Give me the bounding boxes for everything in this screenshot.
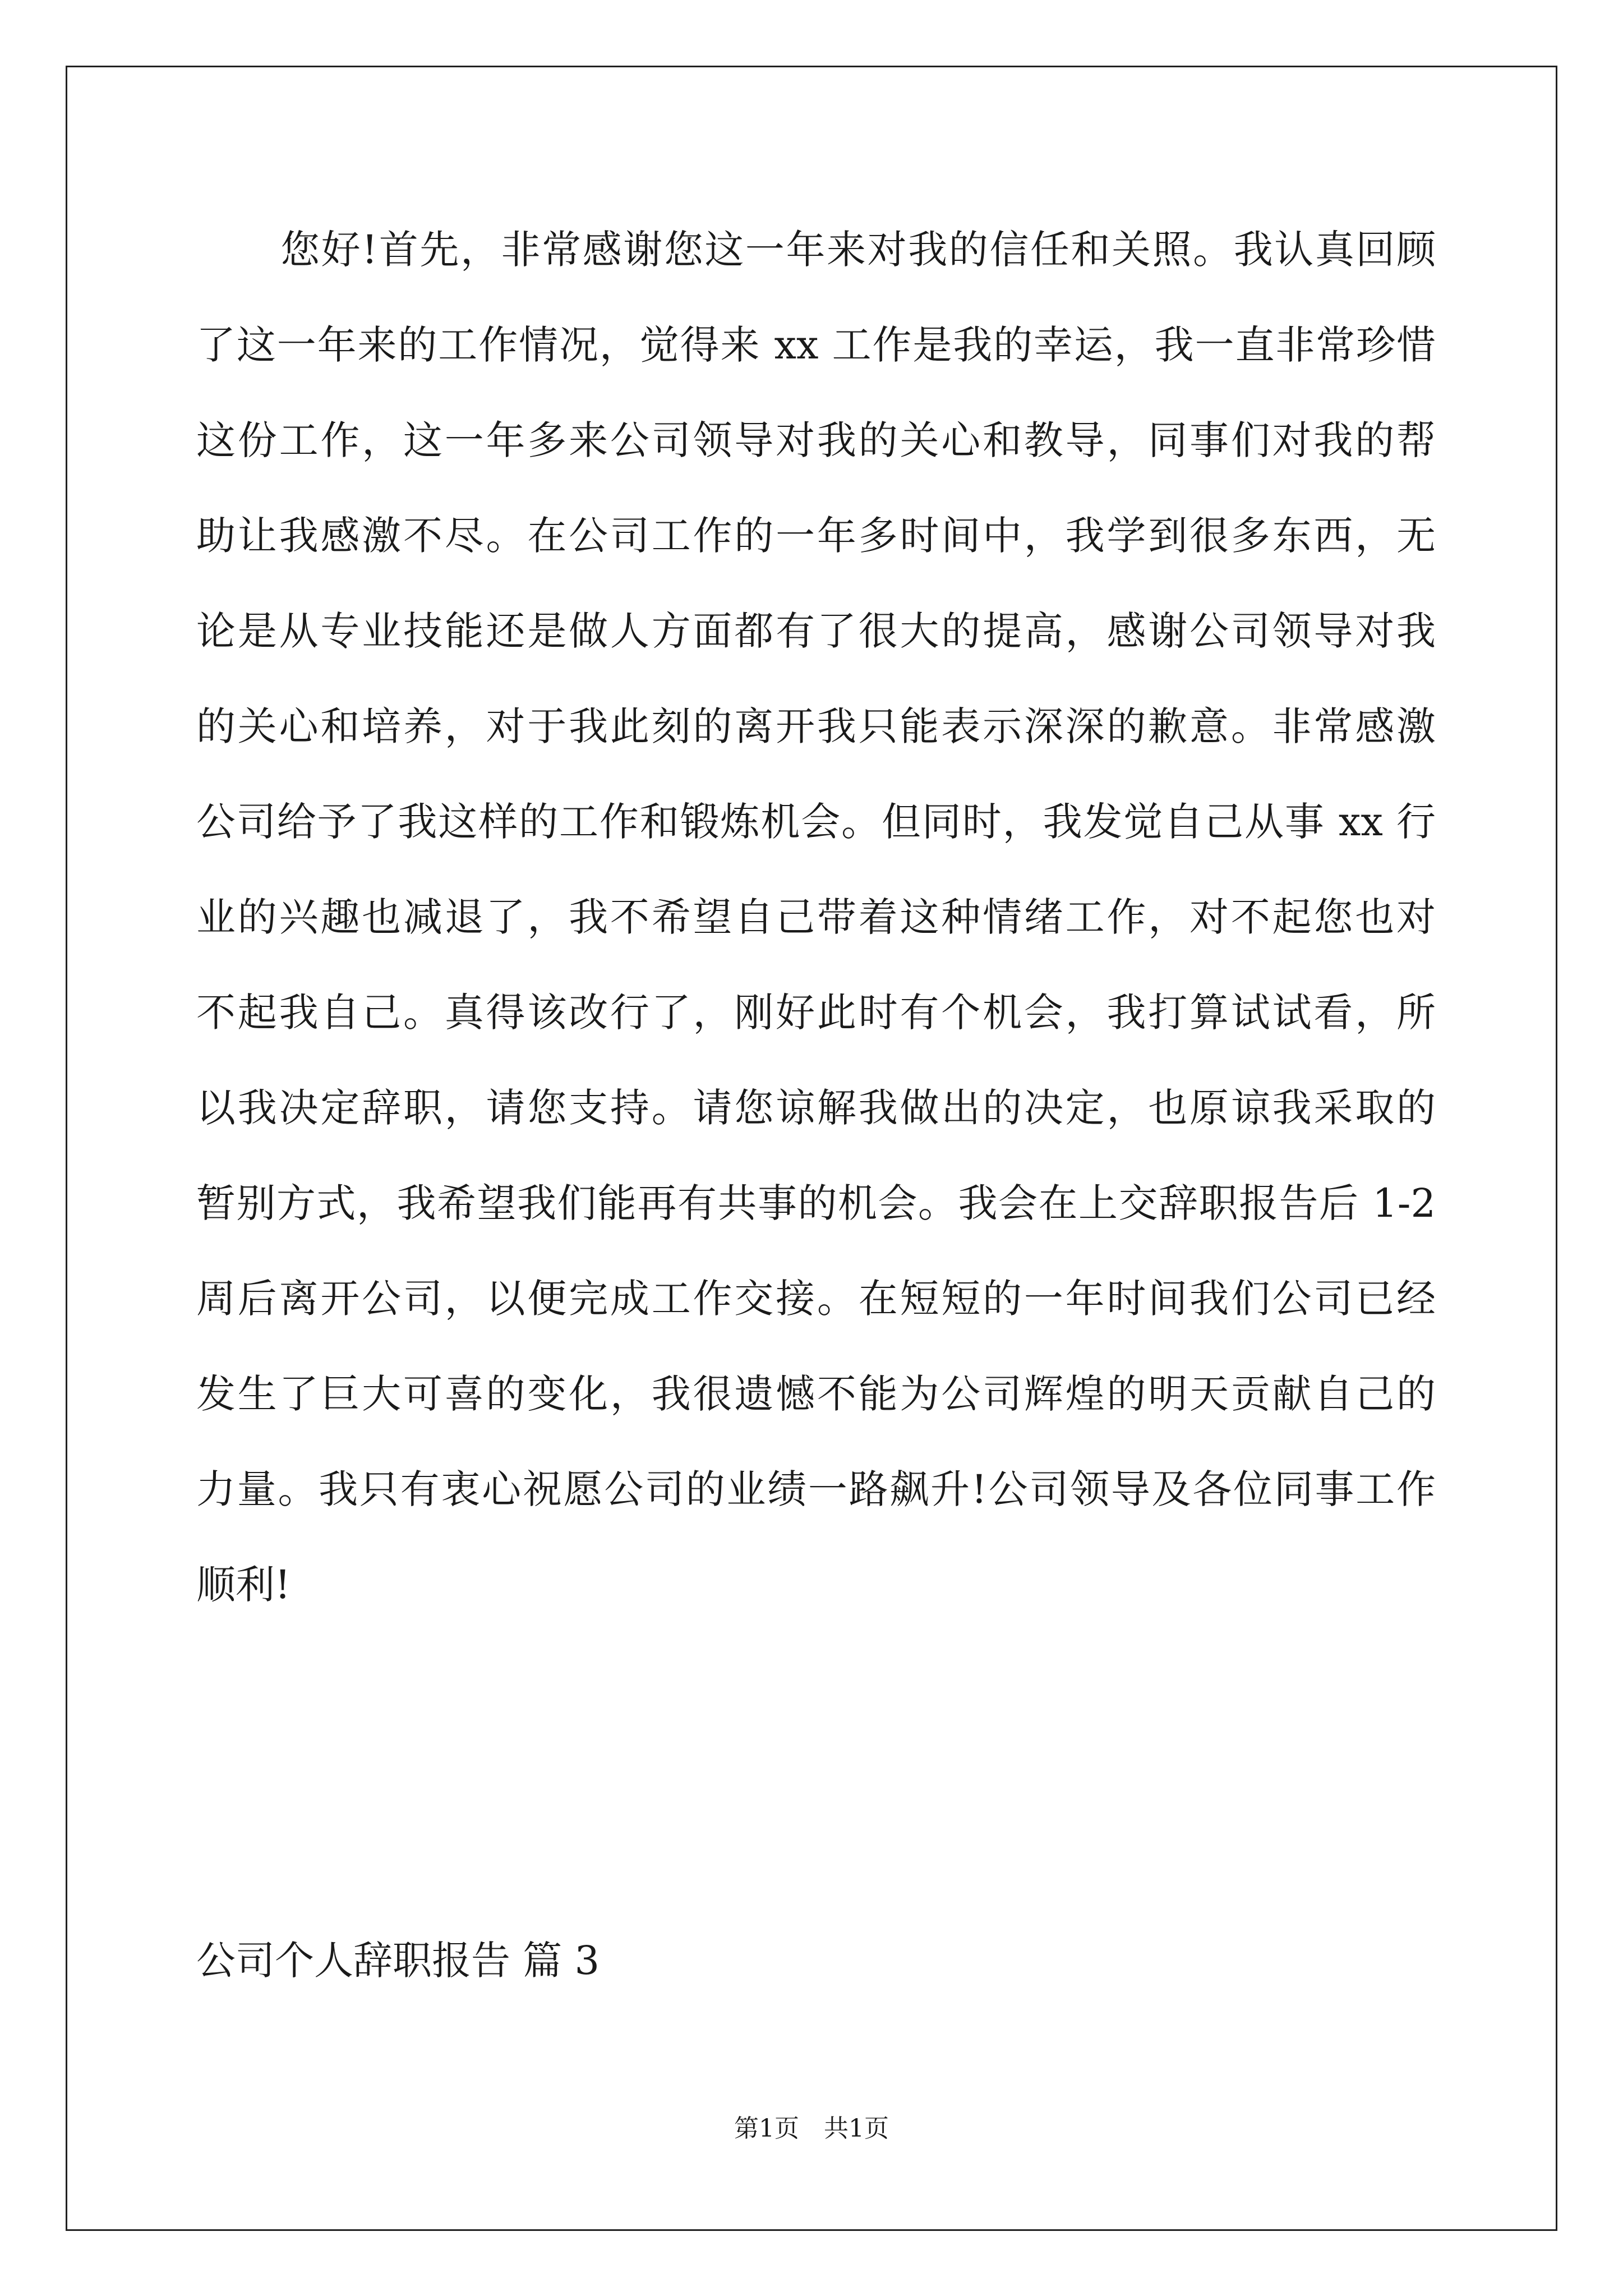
body-line: 助让我感激不尽。在公司工作的一年多时间中，我学到很多东西，无 bbox=[196, 513, 1436, 559]
section-heading: 公司个人辞职报告 篇 3 bbox=[196, 1938, 600, 1984]
body-line: 业的兴趣也减退了，我不希望自己带着这种情绪工作，对不起您也对 bbox=[196, 894, 1436, 940]
body-line: 论是从专业技能还是做人方面都有了很大的提高，感谢公司领导对我 bbox=[196, 608, 1436, 654]
body-line: 您好!首先，非常感谢您这一年来对我的信任和关照。我认真回顾 bbox=[280, 227, 1436, 273]
body-line: 以我决定辞职，请您支持。请您谅解我做出的决定，也原谅我采取的 bbox=[196, 1085, 1436, 1131]
body-line: 不起我自己。真得该改行了，刚好此时有个机会，我打算试试看，所 bbox=[196, 990, 1436, 1036]
letter-body bbox=[196, 222, 1436, 1652]
body-line: 这份工作，这一年多来公司领导对我的关心和教导，同事们对我的帮 bbox=[196, 417, 1436, 463]
body-line: 的关心和培养，对于我此刻的离开我只能表示深深的歉意。非常感激 bbox=[196, 703, 1436, 749]
body-line: 公司给予了我这样的工作和锻炼机会。但同时，我发觉自己从事 xx 行 bbox=[196, 799, 1436, 845]
page-number-footer: 第1页 共1页 bbox=[734, 2114, 889, 2143]
body-line: 力量。我只有衷心祝愿公司的业绩一路飙升!公司领导及各位同事工作 bbox=[196, 1466, 1436, 1512]
body-line: 发生了巨大可喜的变化，我很遗憾不能为公司辉煌的明天贡献自己的 bbox=[196, 1371, 1436, 1417]
body-line: 暂别方式，我希望我们能再有共事的机会。我会在上交辞职报告后 1-2 bbox=[196, 1180, 1436, 1226]
body-line: 顺利! bbox=[196, 1562, 291, 1608]
body-line: 了这一年来的工作情况，觉得来 xx 工作是我的幸运，我一直非常珍惜 bbox=[196, 322, 1436, 368]
body-line: 周后离开公司，以便完成工作交接。在短短的一年时间我们公司已经 bbox=[196, 1276, 1436, 1322]
